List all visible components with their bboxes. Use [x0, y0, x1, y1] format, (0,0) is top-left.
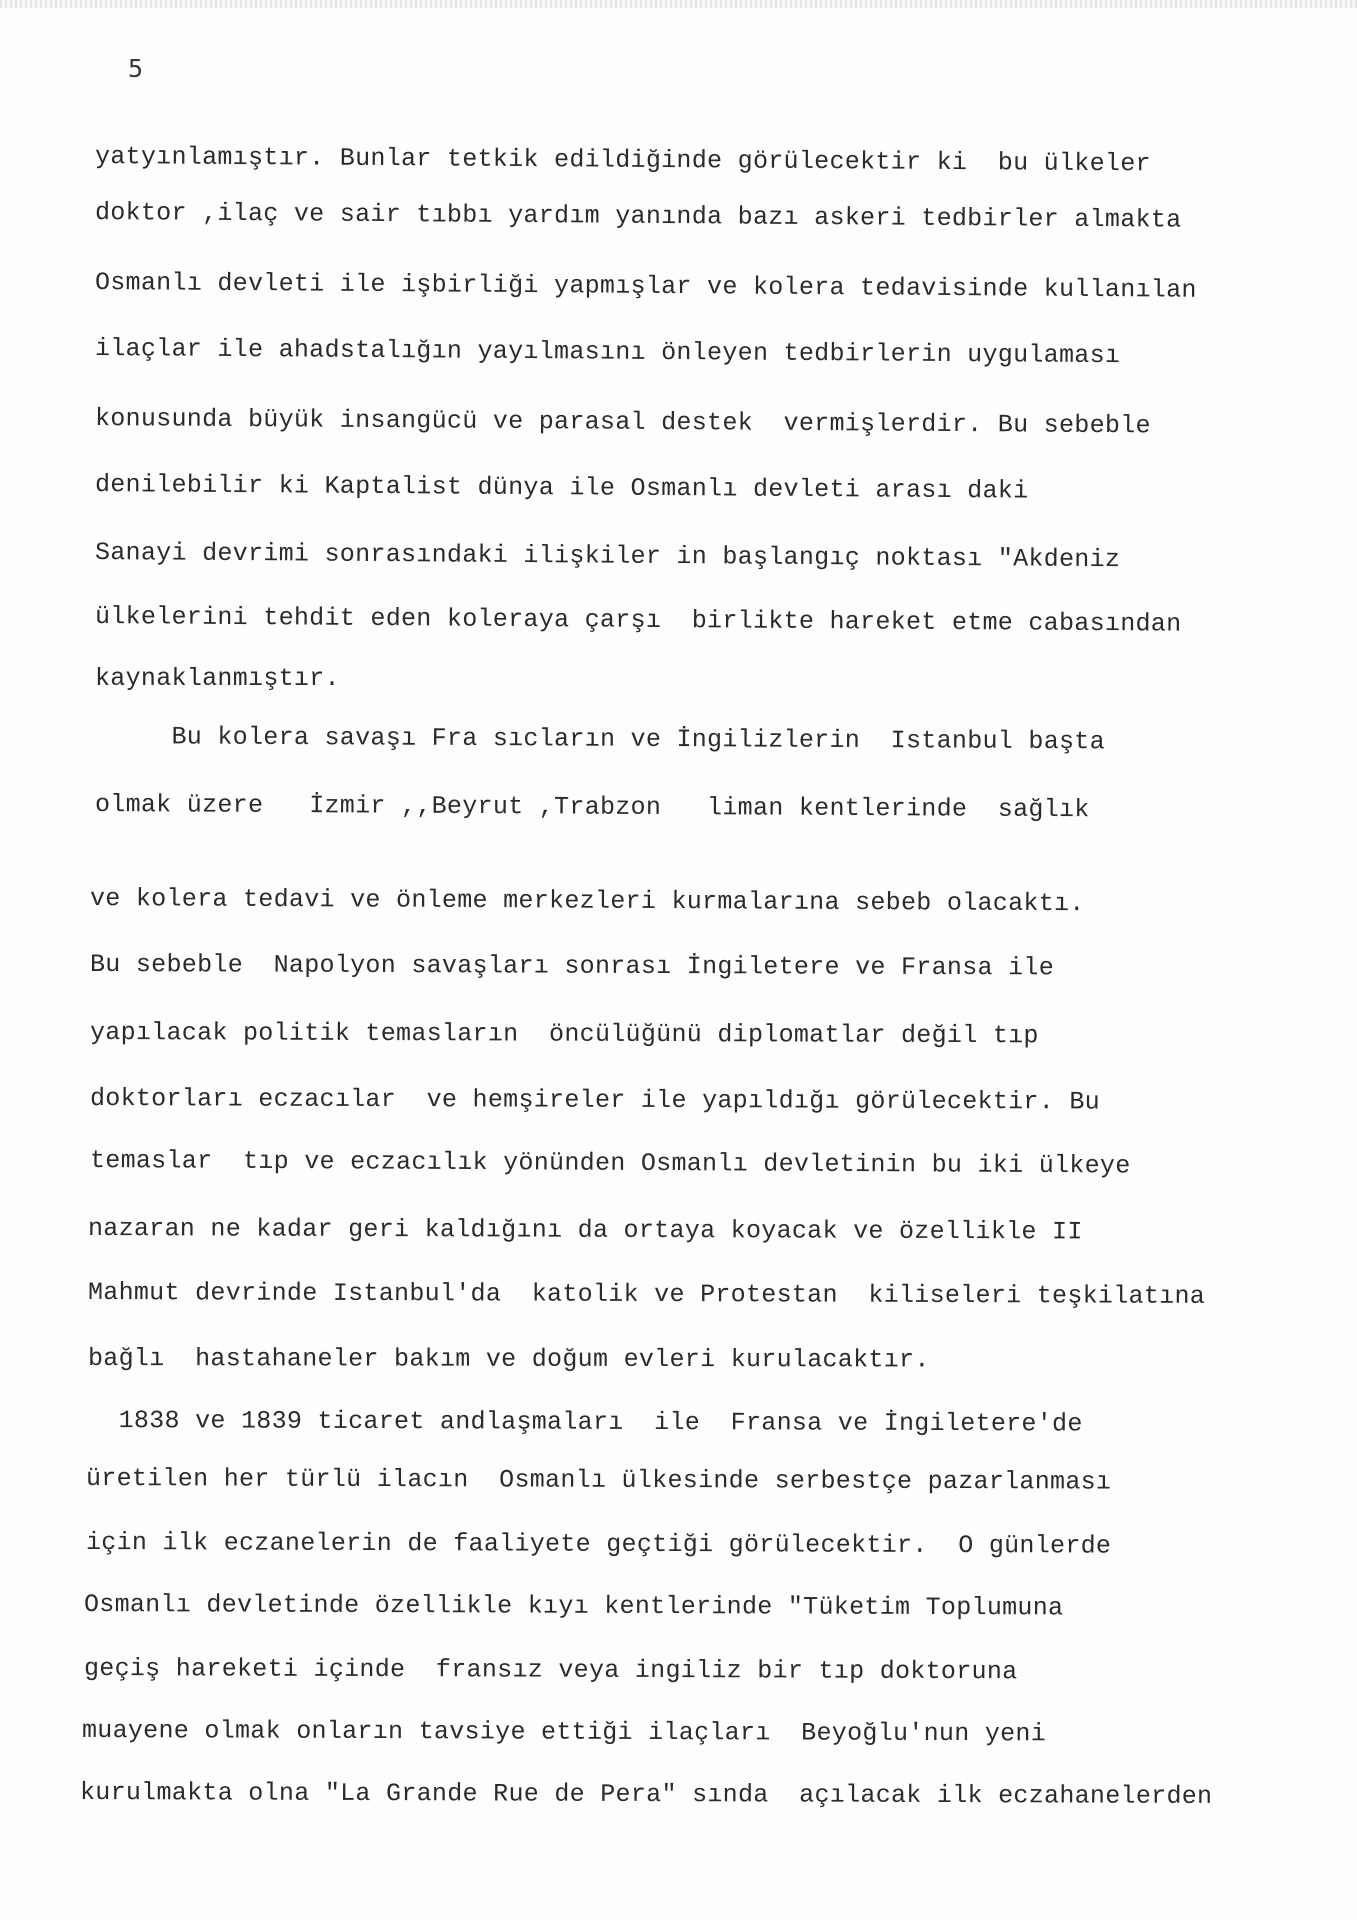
- scan-top-edge: [0, 0, 1357, 8]
- text-line: doktorları eczacılar ve hemşireler ile yapıldığı görülecektir. Bu: [89, 1084, 1101, 1117]
- text-line: Osmanlı devleti ile işbirliği yapmışlar ve kolera tedavisinde kullanılan: [94, 268, 1197, 305]
- text-line: Bu sebeble Napolyon savaşları sonrası İngiletere ve Fransa ile: [89, 950, 1055, 983]
- text-line: yapılacak politik temasların öncülüğünü diplomatlar değil tıp: [89, 1018, 1039, 1051]
- text-line: 1838 ve 1839 ticaret andlaşmaları ile Fransa ve İngiletere'de: [87, 1406, 1083, 1439]
- text-line: Bu kolera savaşı Fra sıcların ve İngilizlerin Istanbul başta: [94, 722, 1106, 757]
- page-number: 5: [128, 54, 144, 83]
- text-line: konusunda büyük insangücü ve parasal destek vermişlerdir. Bu sebeble: [94, 404, 1151, 441]
- text-line: Osmanlı devletinde özellikle kıyı kentlerinde "Tüketim Toplumuna: [83, 1590, 1064, 1623]
- text-line: geçiş hareketi içinde fransız veya ingiliz bir tıp doktoruna: [83, 1654, 1018, 1687]
- text-line: ülkelerini tehdit eden koleraya çarşı birlikte hareket etme cabasından: [94, 602, 1182, 639]
- text-line: kaynaklanmıştır.: [95, 664, 340, 693]
- text-line: yatyınlamıştır. Bunlar tetkik edildiğinde görülecektir ki bu ülkeler: [94, 142, 1151, 179]
- text-line: nazaran ne kadar geri kaldığını da ortaya koyacak ve özellikle II: [87, 1214, 1083, 1247]
- text-line: için ilk eczanelerin de faaliyete geçtiği görülecektir. O günlerde: [85, 1528, 1112, 1561]
- text-line: denilebilir ki Kaptalist dünya ile Osmanlı devleti arası daki: [94, 470, 1029, 506]
- text-line: kurulmakta olna "La Grande Rue de Pera" sında açılacak ilk eczahanelerden: [79, 1778, 1213, 1811]
- text-line: bağlı hastahaneler bakım ve doğum evleri kurulacaktır.: [87, 1344, 930, 1375]
- text-line: Sanayi devrimi sonrasındaki ilişkiler in başlangıç noktası "Akdeniz: [94, 538, 1121, 575]
- text-line: muayene olmak onların tavsiye ettiği ilaçları Beyoğlu'nun yeni: [81, 1716, 1047, 1749]
- text-line: üretilen her türlü ilacın Osmanlı ülkesinde serbestçe pazarlanması: [85, 1464, 1112, 1497]
- text-line: ve kolera tedavi ve önleme merkezleri kurmalarına sebeb olacaktı.: [89, 884, 1085, 919]
- text-line: temaslar tıp ve eczacılık yönünden Osmanlı devletinin bu iki ülkeye: [89, 1146, 1131, 1181]
- text-line: Mahmut devrinde Istanbul'da katolik ve Protestan kiliseleri teşkilatına: [87, 1278, 1206, 1311]
- text-line: olmak üzere İzmir ,,Beyrut ,Trabzon liman kentlerinde sağlık: [94, 790, 1090, 825]
- text-line: ilaçlar ile ahadstalığın yayılmasını önleyen tedbirlerin uygulaması: [94, 334, 1121, 371]
- text-line: doktor ,ilaç ve sair tıbbı yardım yanında bazı askeri tedbirler almakta: [94, 198, 1182, 235]
